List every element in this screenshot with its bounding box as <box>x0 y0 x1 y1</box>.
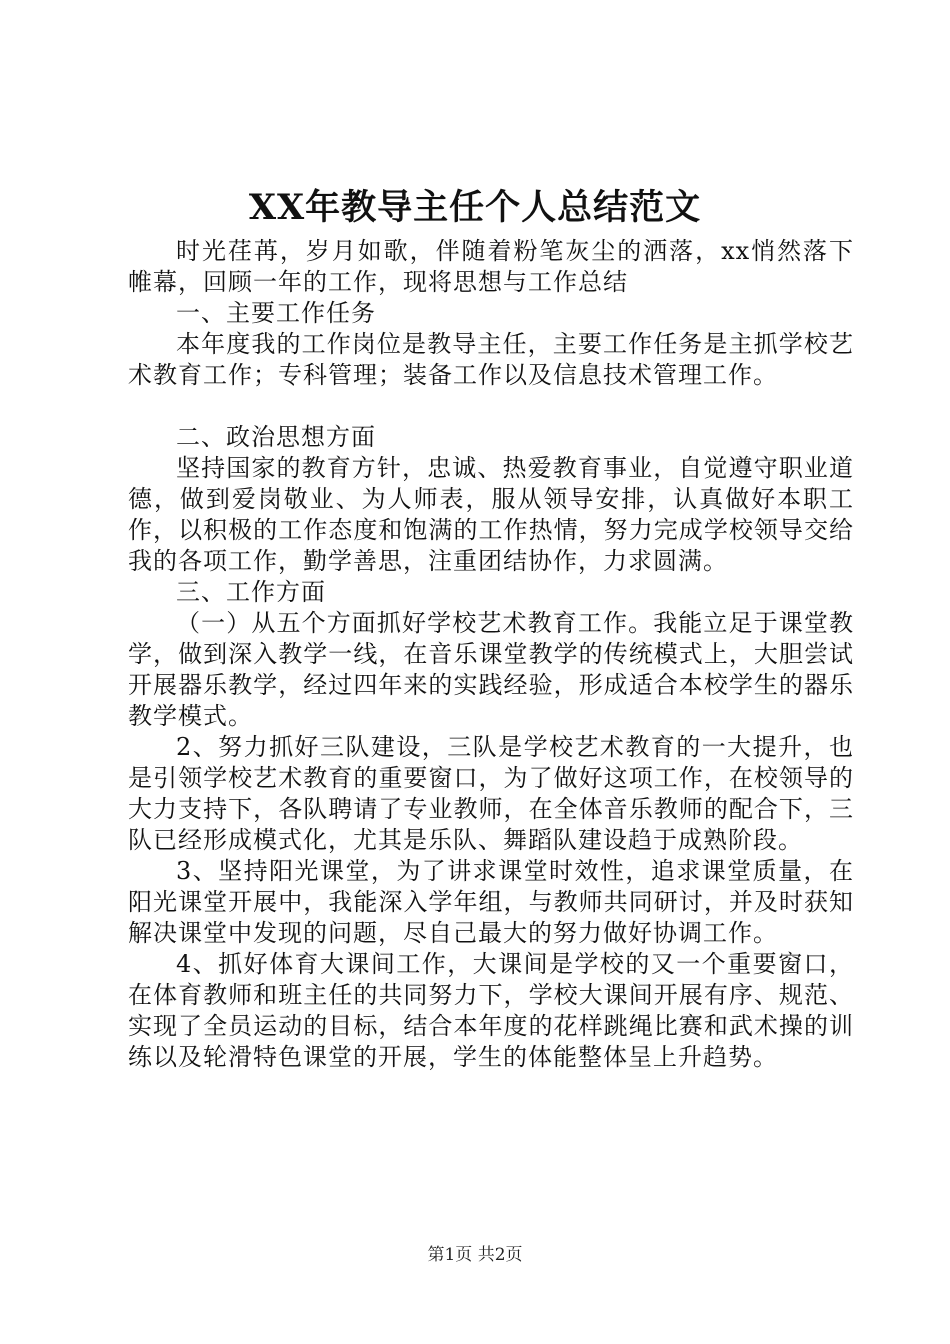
intro-paragraph: 时光荏苒，岁月如歌，伴随着粉笔灰尘的洒落，xx悄然落下帷幕，回顾一年的工作，现将思想与工作总结 <box>128 237 854 296</box>
document-title: XX年教导主任个人总结范文 <box>248 187 702 228</box>
section-heading-work: 三、工作方面 <box>176 578 326 606</box>
main-tasks-paragraph: 本年度我的工作岗位是教导主任，主要工作任务是主抓学校艺术教育工作；专科管理；装备工作以及信息技术管理工作。 <box>128 330 854 389</box>
work-item-3-paragraph: 3、坚持阳光课堂，为了讲求课堂时效性，追求课堂质量，在阳光课堂开展中，我能深入学年组，与教师共同研讨，并及时获知解决课堂中发现的问题，尽自己最大的努力做好协调工作。 <box>128 857 854 947</box>
document-body <box>128 236 854 1073</box>
work-item-4-paragraph: 4、抓好体育大课间工作，大课间是学校的又一个重要窗口，在体育教师和班主任的共同努力下，学校大课间开展有序、规范、实现了全员运动的目标，结合本年度的花样跳绳比赛和武术操的训练以及轮滑特色课堂的开展，学生的体能整体呈上升趋势。 <box>128 950 854 1071</box>
page-footer: 第1页 共2页 <box>427 1245 523 1265</box>
work-item-2-paragraph: 2、努力抓好三队建设，三队是学校艺术教育的一大提升，也是引领学校艺术教育的重要窗口，为了做好这项工作，在校领导的大力支持下，各队聘请了专业教师，在全体音乐教师的配合下，三队已经形成模式化，尤其是乐队、舞蹈队建设趋于成熟阶段。 <box>128 733 854 854</box>
political-paragraph: 坚持国家的教育方针，忠诚、热爱教育事业，自觉遵守职业道德，做到爱岗敬业、为人师表，服从领导安排，认真做好本职工作，以积极的工作态度和饱满的工作热情，努力完成学校领导交给我的各项工作，勤学善思，注重团结协作，力求圆满。 <box>128 454 854 575</box>
blank-line <box>128 391 854 422</box>
work-item-1-paragraph: （一）从五个方面抓好学校艺术教育工作。我能立足于课堂教学，做到深入教学一线，在音乐课堂教学的传统模式上，大胆尝试开展器乐教学，经过四年来的实践经验，形成适合本校学生的器乐教学模式。 <box>128 609 854 730</box>
section-heading-political: 二、政治思想方面 <box>176 423 376 451</box>
section-heading-main-tasks: 一、主要工作任务 <box>176 299 376 327</box>
